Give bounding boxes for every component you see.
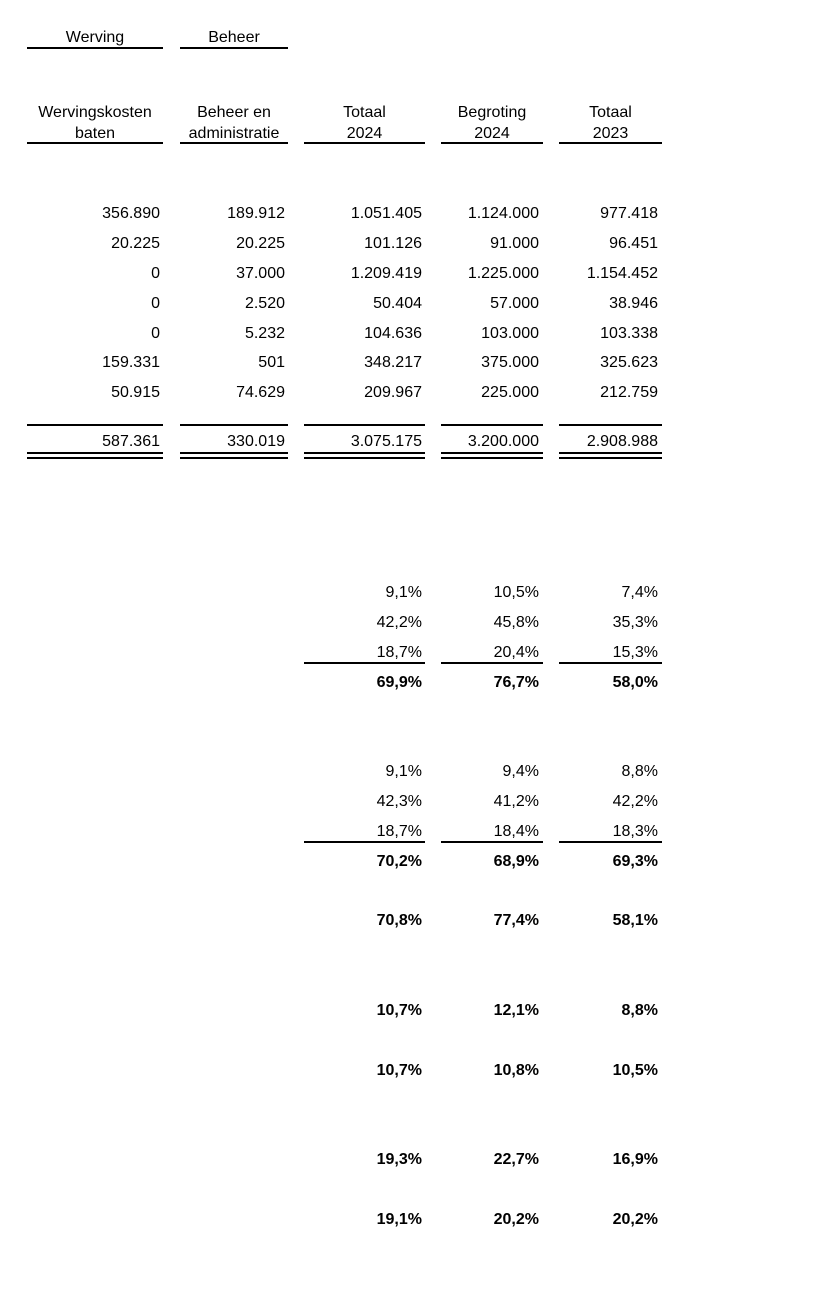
ratio-cell: 18,3% [612, 823, 658, 840]
ratio-summary-cell: 10,5% [612, 1062, 658, 1079]
sum-line [304, 662, 425, 664]
column-header-totaal-2023: Totaal 2023 [589, 104, 632, 142]
double-underline [304, 452, 425, 459]
table-cell: 101.126 [364, 235, 422, 252]
ratio-summary-cell: 8,8% [621, 1002, 658, 1019]
ratio-total-cell: 58,0% [612, 674, 658, 691]
table-cell: 37.000 [236, 265, 285, 282]
header-underline [27, 142, 163, 144]
table-cell: 57.000 [490, 295, 539, 312]
table-cell: 0 [151, 265, 160, 282]
double-underline [27, 452, 163, 459]
table-cell: 375.000 [481, 354, 539, 371]
ratio-summary-cell: 10,8% [493, 1062, 539, 1079]
header-underline [441, 142, 543, 144]
sum-line [559, 841, 662, 843]
total-cell: 3.075.175 [350, 433, 422, 450]
table-cell: 20.225 [111, 235, 160, 252]
ratio-summary-cell: 22,7% [493, 1151, 539, 1168]
table-cell: 103.000 [481, 325, 539, 342]
ratio-cell: 8,8% [621, 763, 658, 780]
column-header-beheer: Beheer en administratie [188, 104, 280, 142]
table-cell: 0 [151, 295, 160, 312]
header-underline [559, 142, 662, 144]
header-underline [304, 142, 425, 144]
table-cell: 225.000 [481, 384, 539, 401]
ratio-cell: 18,4% [493, 823, 539, 840]
table-cell: 96.451 [609, 235, 658, 252]
ratio-summary-cell: 77,4% [493, 912, 539, 929]
header-underline [180, 142, 288, 144]
ratio-summary-cell: 12,1% [493, 1002, 539, 1019]
table-cell: 348.217 [364, 354, 422, 371]
table-cell: 103.338 [600, 325, 658, 342]
ratio-cell: 10,5% [493, 584, 539, 601]
table-cell: 74.629 [236, 384, 285, 401]
ratio-cell: 20,4% [493, 644, 539, 661]
ratio-summary-cell: 19,3% [376, 1151, 422, 1168]
ratio-cell: 7,4% [621, 584, 658, 601]
ratio-total-cell: 68,9% [493, 853, 539, 870]
ratio-cell: 15,3% [612, 644, 658, 661]
ratio-summary-cell: 10,7% [376, 1062, 422, 1079]
ratio-summary-cell: 10,7% [376, 1002, 422, 1019]
ratio-total-cell: 70,2% [376, 853, 422, 870]
group-underline [180, 47, 288, 49]
double-underline [441, 452, 543, 459]
table-cell: 977.418 [600, 205, 658, 222]
ratio-cell: 42,2% [376, 614, 422, 631]
table-cell: 20.225 [236, 235, 285, 252]
table-cell: 0 [151, 325, 160, 342]
ratio-summary-cell: 16,9% [612, 1151, 658, 1168]
ratio-cell: 9,1% [385, 763, 422, 780]
table-cell: 50.404 [373, 295, 422, 312]
table-cell: 91.000 [490, 235, 539, 252]
table-cell: 159.331 [102, 354, 160, 371]
table-cell: 1.124.000 [467, 205, 539, 222]
ratio-total-cell: 76,7% [493, 674, 539, 691]
table-cell: 1.051.405 [350, 205, 422, 222]
table-cell: 189.912 [227, 205, 285, 222]
table-cell: 356.890 [102, 205, 160, 222]
ratio-summary-cell: 19,1% [376, 1211, 422, 1228]
double-underline [180, 452, 288, 459]
ratio-cell: 18,7% [376, 823, 422, 840]
sum-line [304, 841, 425, 843]
sum-line [441, 841, 543, 843]
table-cell: 325.623 [600, 354, 658, 371]
group-header-werving: Werving [65, 29, 125, 46]
table-cell: 212.759 [600, 384, 658, 401]
ratio-total-cell: 69,3% [612, 853, 658, 870]
total-cell: 2.908.988 [586, 433, 658, 450]
table-cell: 38.946 [609, 295, 658, 312]
sum-line [441, 424, 543, 426]
group-underline [27, 47, 163, 49]
column-header-begroting-2024: Begroting 2024 [457, 104, 527, 142]
sum-line [559, 662, 662, 664]
ratio-cell: 42,2% [612, 793, 658, 810]
total-cell: 587.361 [102, 433, 160, 450]
table-cell: 1.225.000 [467, 265, 539, 282]
group-header-beheer: Beheer [208, 29, 260, 46]
sum-line [304, 424, 425, 426]
ratio-cell: 41,2% [493, 793, 539, 810]
ratio-cell: 45,8% [493, 614, 539, 631]
sum-line [27, 424, 163, 426]
ratio-summary-cell: 20,2% [493, 1211, 539, 1228]
ratio-cell: 9,4% [502, 763, 539, 780]
ratio-cell: 9,1% [385, 584, 422, 601]
table-cell: 209.967 [364, 384, 422, 401]
table-cell: 501 [258, 354, 285, 371]
table-cell: 5.232 [244, 325, 285, 342]
table-cell: 104.636 [364, 325, 422, 342]
sum-line [180, 424, 288, 426]
sum-line [441, 662, 543, 664]
table-cell: 2.520 [244, 295, 285, 312]
table-cell: 50.915 [111, 384, 160, 401]
column-header-totaal-2024: Totaal 2024 [343, 104, 386, 142]
ratio-summary-cell: 58,1% [612, 912, 658, 929]
ratio-summary-cell: 20,2% [612, 1211, 658, 1228]
total-cell: 3.200.000 [467, 433, 539, 450]
sum-line [559, 424, 662, 426]
double-underline [559, 452, 662, 459]
column-header-wervingskosten: Wervingskosten baten [38, 104, 152, 142]
table-cell: 1.209.419 [350, 265, 422, 282]
ratio-cell: 42,3% [376, 793, 422, 810]
total-cell: 330.019 [227, 433, 285, 450]
ratio-cell: 35,3% [612, 614, 658, 631]
ratio-total-cell: 69,9% [376, 674, 422, 691]
ratio-summary-cell: 70,8% [376, 912, 422, 929]
ratio-cell: 18,7% [376, 644, 422, 661]
table-cell: 1.154.452 [586, 265, 658, 282]
